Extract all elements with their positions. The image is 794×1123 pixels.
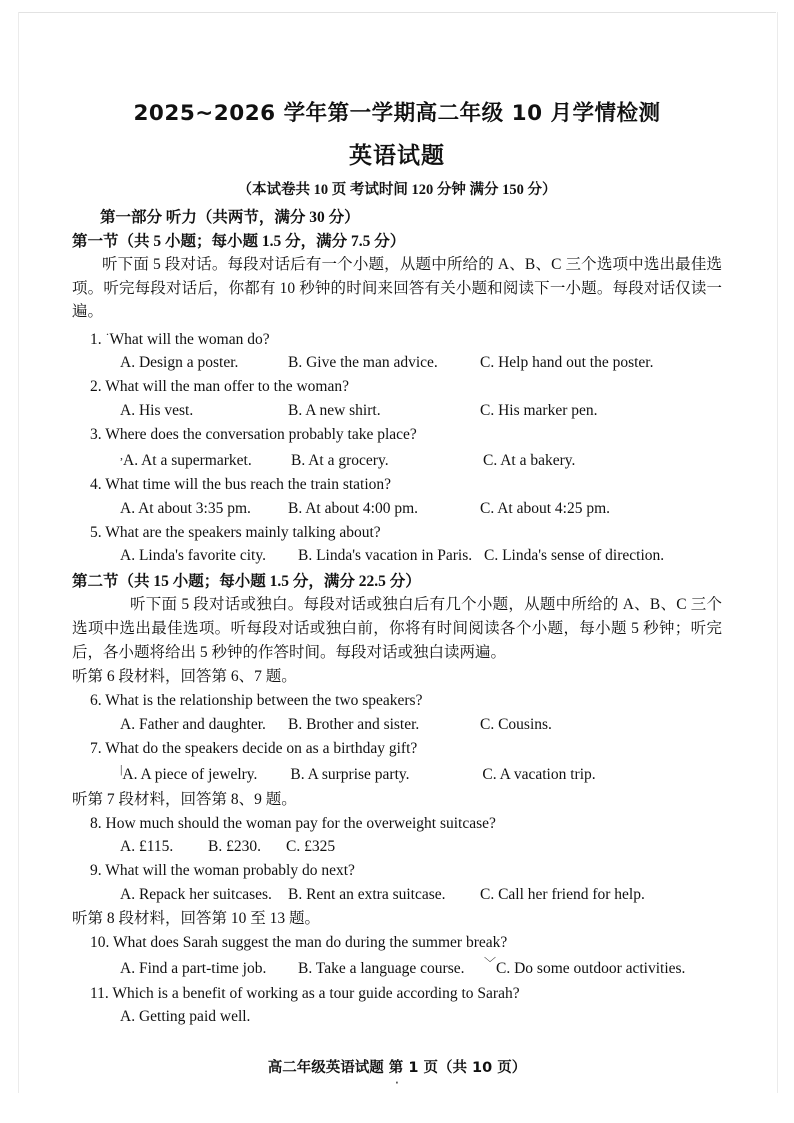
option-a: A. Repack her suitcases. <box>120 885 272 903</box>
question-stem <box>72 812 722 835</box>
option-a: A. Find a part-time job. <box>120 960 267 978</box>
question-options <box>72 351 722 374</box>
question-number: 1. <box>90 330 102 348</box>
option-a: A. At about 3:35 pm. <box>120 499 251 517</box>
question-stem <box>72 473 722 496</box>
question-number: 9. <box>90 862 102 880</box>
question-options <box>72 399 722 422</box>
question-number: 10. <box>90 934 110 951</box>
option-c: C. Cousins. <box>480 715 552 733</box>
question-text: Which is a benefit of working as a tour guide according to Sarah? <box>112 984 520 1002</box>
question-options <box>72 835 722 858</box>
option-a: A. Father and daughter. <box>120 715 266 733</box>
question-options <box>72 446 722 472</box>
option-b: B. At about 4:00 pm. <box>288 499 419 517</box>
listening-material-6: 听第 6 段材料，回答第 6、7 题。 <box>72 668 297 686</box>
question-number: 7. <box>90 739 102 757</box>
option-c: C. His marker pen. <box>480 401 598 419</box>
question-options <box>72 544 722 567</box>
option-c: C. Linda's sense of direction. <box>484 547 665 565</box>
scan-edge-top <box>18 12 776 13</box>
option-c: C. A vacation trip. <box>482 766 596 784</box>
question-text: What will the woman do? <box>109 330 270 348</box>
option-b: B. Give the man advice. <box>288 354 438 372</box>
question-number: 6. <box>90 692 102 710</box>
question-text: What are the speakers mainly talking about? <box>105 523 381 541</box>
footer-text: 高二年级英语试题 第 1 页（共 10 页） <box>267 1060 527 1076</box>
question-number: 8. <box>90 814 102 832</box>
question-options <box>72 713 722 736</box>
question-text: What will the man offer to the woman? <box>105 378 349 396</box>
page-footer <box>0 1056 794 1089</box>
question-number: 4. <box>90 476 102 494</box>
question-stem <box>72 931 722 954</box>
option-b: B. Brother and sister. <box>288 715 420 733</box>
option-c: C. £325 <box>286 838 336 855</box>
subject-title: 英语试题 <box>349 143 445 169</box>
scan-dot: · <box>395 1078 399 1089</box>
option-c: C. At about 4:25 pm. <box>480 499 611 517</box>
scan-edge-right <box>777 12 778 1093</box>
question-stem <box>72 689 722 712</box>
option-a: A. A piece of jewelry. <box>122 766 258 784</box>
section-two-heading: 第二节（共 15 小题；每小题 1.5 分，满分 22.5 分） <box>72 573 421 591</box>
handwriting-mark: ﹀ <box>484 956 497 971</box>
question-options <box>72 497 722 520</box>
option-b: B. A new shirt. <box>288 401 381 419</box>
option-c: C. Call her friend for help. <box>480 885 645 903</box>
option-b: B. At a grocery. <box>291 452 389 470</box>
option-b: B. Linda's vacation in Paris. <box>298 547 473 565</box>
scan-edge-left <box>18 12 19 1093</box>
section-two-instruction: 听下面 5 段对话或独白。每段对话或独白后有几个小题，从题中所给的 A、B、C 三个选项中选出最佳选项。听每段对话或独白前，你将有时间阅读各个小题，每小题 5 秒钟；听完后，各小题将给出 5 秒钟的作答时间。每段对话或独白读两遍。 <box>72 596 722 661</box>
listening-material-7: 听第 7 段材料，回答第 8、9 题。 <box>72 790 297 808</box>
handwriting-mark: , <box>120 448 123 463</box>
option-a: A. Design a poster. <box>120 354 239 372</box>
question-text: What do the speakers decide on as a birthday gift? <box>105 739 418 757</box>
question-text: What will the woman probably do next? <box>105 862 355 880</box>
question-number: 11. <box>90 984 109 1002</box>
option-c: C. Do some outdoor activities. <box>496 960 686 978</box>
option-b: B. Take a language course. <box>298 960 465 978</box>
page-title: 2025~2026 学年第一学期高二年级 10 月学情检测 <box>133 101 661 126</box>
question-stem <box>72 982 722 1005</box>
question-stem <box>72 737 722 760</box>
question-options <box>72 883 722 906</box>
question-text: How much should the woman pay for the overweight suitcase? <box>105 814 496 832</box>
question-text: What time will the bus reach the train station? <box>105 476 392 494</box>
option-b: B. Rent an extra suitcase. <box>288 885 446 903</box>
option-c: C. Help hand out the poster. <box>480 354 654 372</box>
section-one-instruction: 听下面 5 段对话。每段对话后有一个小题，从题中所给的 A、B、C 三个选项中选出最佳选项。听完每段对话后，你都有 10 秒钟的时间来回答有关小题和阅读下一小题。每段对话仅读一遍。 <box>72 256 722 321</box>
option-a: A. His vest. <box>120 401 194 419</box>
question-stem <box>72 423 722 446</box>
question-options <box>72 1005 722 1028</box>
question-text: What is the relationship between the two speakers? <box>105 692 423 710</box>
question-text: Where does the conversation probably take place? <box>105 425 417 443</box>
question-options <box>72 954 722 980</box>
option-a: A. Linda's favorite city. <box>120 547 266 565</box>
section-one-heading: 第一节（共 5 小题；每小题 1.5 分，满分 7.5 分） <box>72 233 406 250</box>
question-number: 2. <box>90 378 102 396</box>
exam-meta: （本试卷共 10 页 考试时间 120 分钟 满分 150 分） <box>237 182 557 198</box>
part-one-heading: 第一部分 听力（共两节，满分 30 分） <box>100 209 360 226</box>
question-number: 3. <box>90 425 102 443</box>
option-a: A. £115. <box>120 838 174 855</box>
option-b: B. £230. <box>208 838 261 855</box>
handwriting-mark: | <box>120 762 123 777</box>
question-stem <box>72 375 722 398</box>
question-options <box>72 760 722 786</box>
option-a: A. Getting paid well. <box>120 1007 251 1025</box>
option-a: A. At a supermarket. <box>123 452 252 470</box>
option-b: B. A surprise party. <box>290 766 410 784</box>
option-c: C. At a bakery. <box>483 452 576 470</box>
question-text: What does Sarah suggest the man do during the summer break? <box>112 934 508 951</box>
question-stem <box>72 859 722 882</box>
question-number: 5. <box>90 523 102 541</box>
question-stem <box>72 521 722 544</box>
question-stem <box>72 325 722 351</box>
handwriting-mark: · <box>105 326 110 341</box>
listening-material-8: 听第 8 段材料，回答第 10 至 13 题。 <box>72 909 321 927</box>
